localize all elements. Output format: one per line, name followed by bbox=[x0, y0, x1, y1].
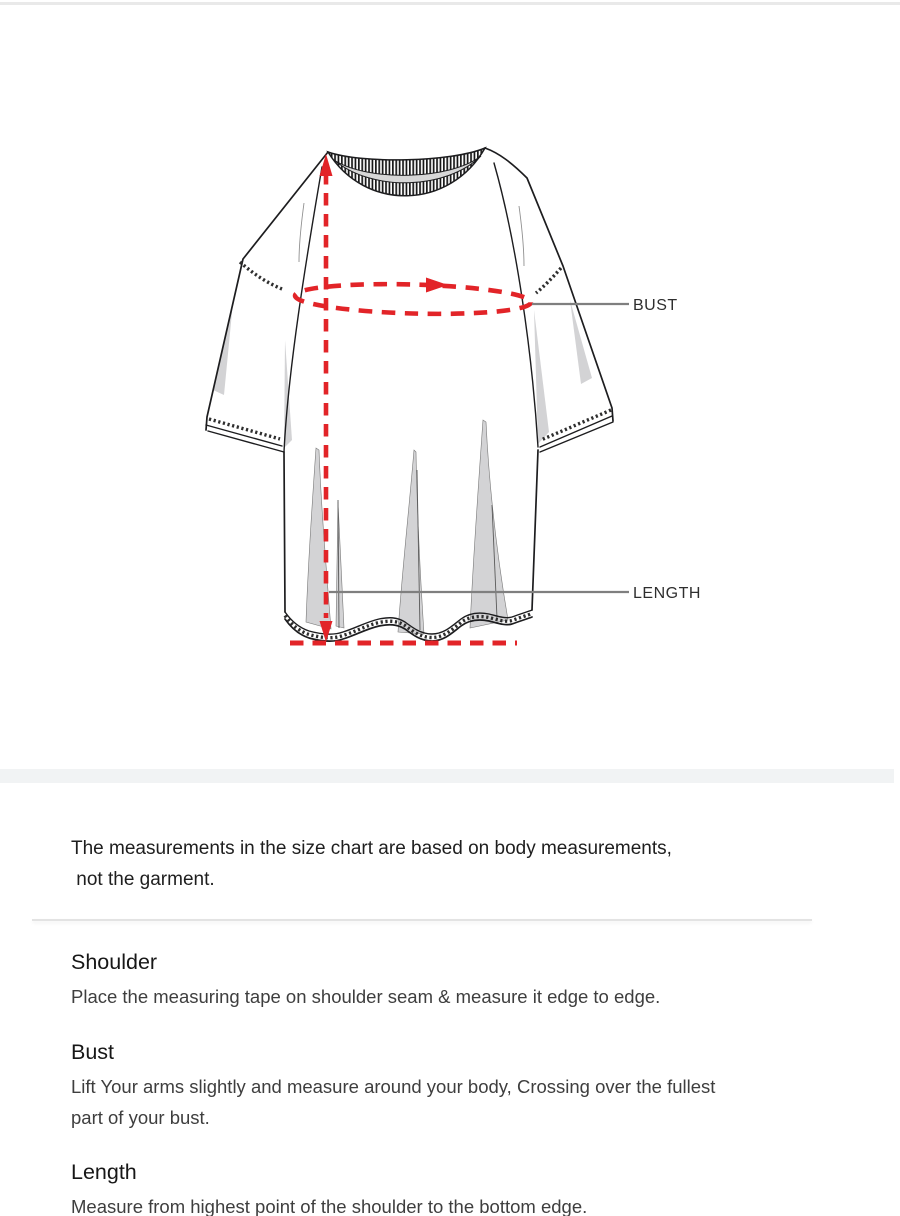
bust-description-line-1: Lift Your arms slightly and measure around your body, Crossing over the fullest bbox=[71, 1076, 716, 1097]
bust-measure-ellipse bbox=[295, 278, 532, 317]
length-description bbox=[71, 1191, 587, 1216]
bust-heading: Bust bbox=[71, 1040, 115, 1064]
shoulder-heading: Shoulder bbox=[71, 950, 158, 974]
note-line-2: not the garment. bbox=[71, 869, 215, 890]
length-arrow-up bbox=[320, 154, 333, 176]
measurement-note bbox=[71, 833, 672, 895]
diagram-labels bbox=[329, 297, 701, 602]
bust-description-line-2: part of your bust. bbox=[71, 1107, 210, 1128]
shoulder-description bbox=[71, 981, 660, 1012]
note-line-1: The measurements in the size chart are based on body measurements, bbox=[71, 838, 672, 859]
horizontal-rule bbox=[32, 919, 812, 921]
length-label: LENGTH bbox=[633, 585, 701, 602]
shoulder-description-line: Place the measuring tape on shoulder seam & measure it edge to edge. bbox=[71, 986, 661, 1007]
length-heading: Length bbox=[71, 1160, 137, 1184]
collar bbox=[328, 148, 485, 196]
section-divider-band bbox=[0, 769, 894, 783]
length-description-line: Measure from highest point of the shoulder to the bottom edge. bbox=[71, 1196, 588, 1216]
fabric-folds bbox=[213, 300, 592, 634]
bust-description bbox=[71, 1071, 715, 1133]
bust-label: BUST bbox=[633, 297, 678, 314]
bust-arrow-right bbox=[426, 278, 448, 293]
